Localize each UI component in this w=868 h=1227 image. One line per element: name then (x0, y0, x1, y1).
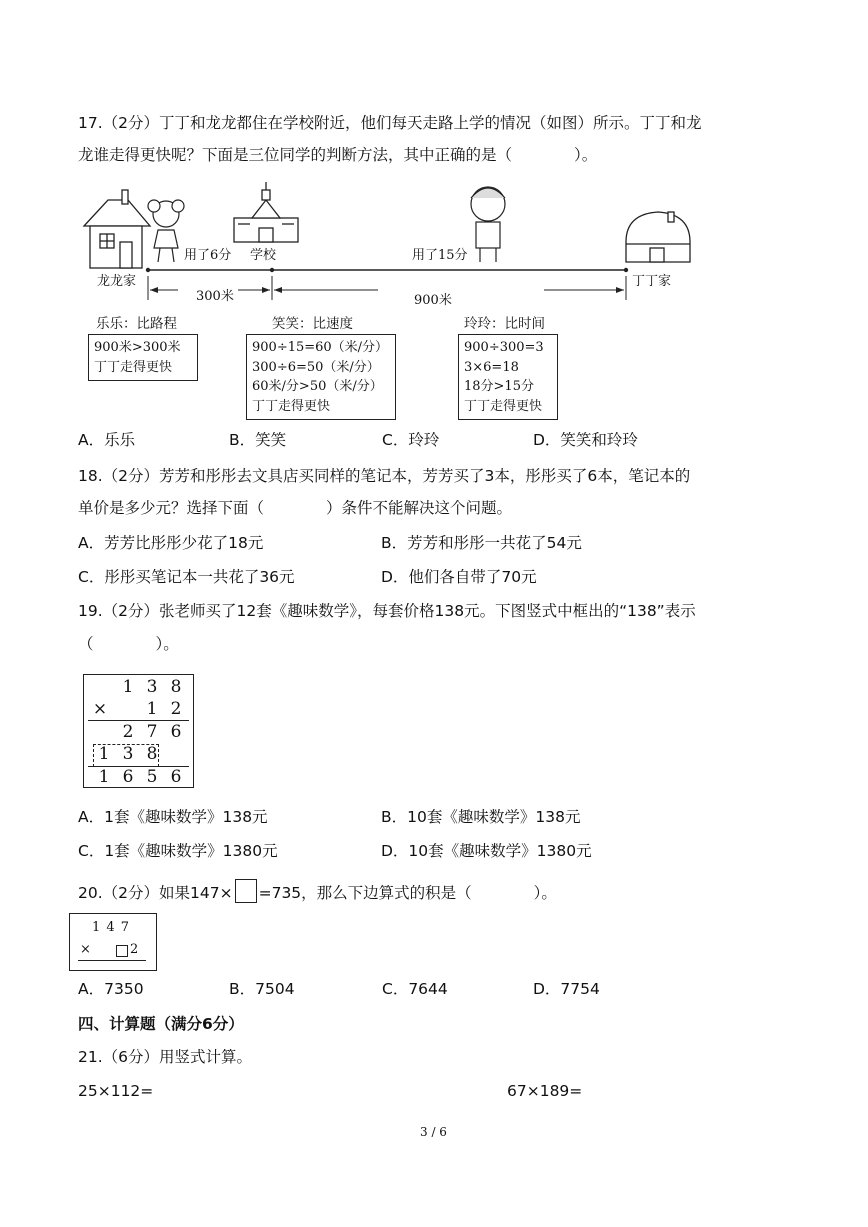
q21-expression-1: 25×112= (78, 1082, 154, 1100)
q20-prefix: 20.（2分）如果147× (78, 884, 233, 902)
q19-line1: 19.（2分）张老师买了12套《趣味数学》，每套价格138元。下图竖式中框出的“138”表示 (78, 602, 696, 620)
method-line: 3×6=18 (464, 359, 519, 375)
method-line: 900÷300=3 (464, 340, 544, 355)
q18-option-d[interactable]: D．他们各自带了70元 (381, 568, 537, 586)
left-distance-label: 300米 (196, 289, 234, 304)
section-heading: 四、计算题（满分6分） (78, 1015, 244, 1033)
calc-digit: 2 (122, 722, 134, 742)
q20-suffix: =735，那么下边算式的积是（ ）。 (258, 884, 557, 902)
q19-vertical-multiplication (83, 674, 194, 788)
calc-digit: 7 (146, 722, 158, 742)
calc-digit: 5 (146, 767, 158, 787)
q17-line1: 17.（2分）丁丁和龙龙都住在学校附近，他们每天走路上学的情况（如图）所示。丁丁和龙 (78, 114, 702, 132)
q19-line2: （ ）。 (78, 635, 179, 653)
boy-icon (471, 187, 505, 262)
method-line: 18分>15分 (464, 379, 534, 394)
q20-option-d[interactable]: D．7754 (533, 980, 600, 998)
method-line: 60米/分>50（米/分） (252, 379, 383, 394)
girl-time-label: 用了6分 (184, 248, 232, 263)
dome-house-icon (626, 212, 690, 262)
q17-option-d[interactable]: D．笑笑和玲玲 (533, 431, 638, 449)
method-line: 900÷15=60（米/分） (252, 340, 389, 355)
q18-option-a[interactable]: A．芳芳比彤彤少花了18元 (78, 534, 264, 552)
q20-line (78, 879, 557, 904)
method-line: 丁丁走得更快 (94, 359, 173, 375)
q20-option-b[interactable]: B．7504 (229, 980, 295, 998)
method-lingling-box (458, 334, 558, 420)
q17-option-b[interactable]: B．笑笑 (229, 431, 287, 449)
q20-option-a[interactable]: A．7350 (78, 980, 144, 998)
method-line: 300÷6=50（米/分） (252, 359, 380, 375)
method-lingling-title: 玲玲：比时间 (464, 316, 545, 332)
right-distance-label: 900米 (414, 293, 452, 308)
calc-digit: 1 (122, 677, 134, 697)
school-icon (234, 182, 298, 242)
method-line: 丁丁走得更快 (252, 398, 331, 414)
q20-top-number: 1 4 7 (92, 920, 131, 935)
q17-option-c[interactable]: C．玲玲 (382, 431, 440, 449)
q20-blank-box[interactable] (235, 879, 257, 903)
dingding-home-label: 丁丁家 (632, 274, 672, 289)
calc-digit: 1 (98, 744, 110, 764)
q20-vertical-multiplication (69, 913, 157, 971)
girl-icon (148, 200, 184, 262)
calc-rule (88, 720, 189, 721)
calc-digit: 1 (98, 767, 110, 787)
q19-option-c[interactable]: C．1套《趣味数学》1380元 (78, 842, 278, 860)
calc-rule (78, 960, 146, 961)
method-line: 900米>300米 (94, 340, 181, 355)
longlong-home-label: 龙龙家 (97, 274, 137, 289)
q19-option-b[interactable]: B．10套《趣味数学》138元 (381, 808, 581, 826)
method-lele-title: 乐乐：比路程 (96, 316, 177, 332)
q19-option-a[interactable]: A．1套《趣味数学》138元 (78, 808, 268, 826)
q17-line2: 龙谁走得更快呢？下面是三位同学的判断方法，其中正确的是（ ）。 (78, 146, 598, 164)
q20-missing-digit-box (116, 945, 128, 957)
method-line: 丁丁走得更快 (464, 398, 543, 414)
calc-digit: 2 (170, 699, 182, 719)
calc-digit: 8 (170, 677, 182, 697)
house-icon (84, 190, 150, 268)
q18-option-c[interactable]: C．彤彤买笔记本一共花了36元 (78, 568, 295, 586)
q18-line1: 18.（2分）芳芳和彤彤去文具店买同样的笔记本，芳芳买了3本，彤彤买了6本，笔记本的 (78, 467, 691, 485)
calc-digit: 3 (122, 744, 134, 764)
school-label: 学校 (250, 248, 277, 263)
method-xiaoxiao-title: 笑笑：比速度 (272, 316, 353, 332)
q21-line: 21.（6分）用竖式计算。 (78, 1048, 253, 1066)
q19-option-d[interactable]: D．10套《趣味数学》1380元 (381, 842, 592, 860)
q18-option-b[interactable]: B．芳芳和彤彤一共花了54元 (381, 534, 582, 552)
boy-time-label: 用了15分 (412, 248, 468, 263)
page-number: 3 / 6 (420, 1125, 447, 1139)
method-lele-box (88, 334, 198, 381)
calc-digit: 6 (170, 767, 182, 787)
q20-option-c[interactable]: C．7644 (382, 980, 448, 998)
q17-route-figure (78, 178, 718, 308)
times-sign: × (92, 699, 108, 719)
calc-digit: 1 (146, 699, 158, 719)
calc-digit: 2 (130, 942, 139, 957)
q18-line2: 单价是多少元？选择下面（ ）条件不能解决这个问题。 (78, 499, 513, 517)
calc-digit: 8 (146, 744, 158, 764)
q17-option-a[interactable]: A．乐乐 (78, 431, 136, 449)
calc-digit: 3 (146, 677, 158, 697)
times-sign: × (80, 942, 91, 957)
q21-expression-2: 67×189= (507, 1082, 583, 1100)
calc-digit: 6 (122, 767, 134, 787)
method-xiaoxiao-box (246, 334, 396, 420)
calc-digit: 6 (170, 722, 182, 742)
